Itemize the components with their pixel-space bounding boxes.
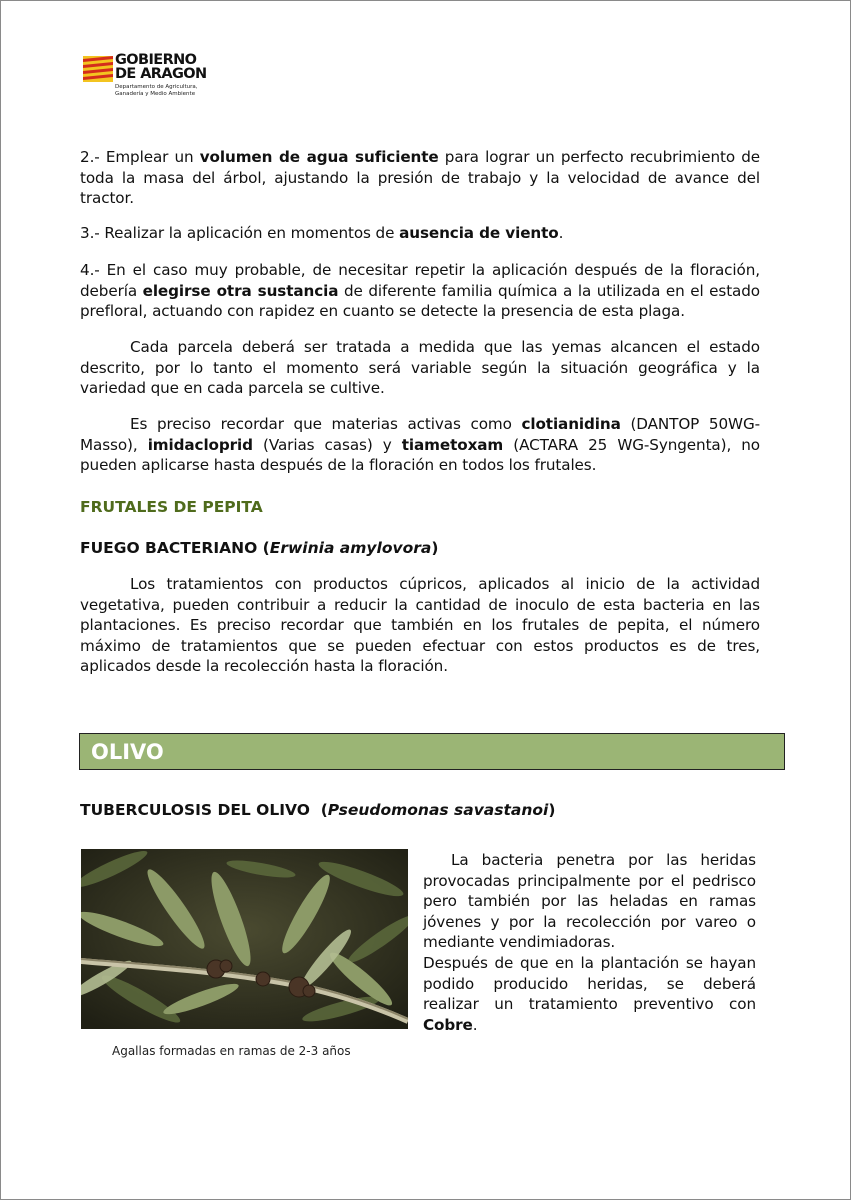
item-3-paragraph xyxy=(80,223,760,244)
tuberculosis-text-1: La bacteria penetra por las heridas provocadas principalmente por el pedrisco pero también por las heladas en ramas jóvenes y por la recolección por vareo o mediante vendimiadoras. xyxy=(423,851,756,952)
olive-branch-illustration xyxy=(81,849,408,1029)
subheading-fuego-text: FUEGO BACTERIANO ( xyxy=(80,539,270,557)
materias-text-3: (Varias casas) y xyxy=(252,435,402,454)
item-2-paragraph xyxy=(80,147,760,209)
subheading-tuberculosis-olivo xyxy=(80,801,555,819)
logo-name-line1: GOBIERNO xyxy=(115,52,197,68)
logo-name xyxy=(115,53,207,81)
logo-name-line2: DE ARAGON xyxy=(115,66,207,82)
item-4-bold: elegirse otra sustancia xyxy=(142,281,339,300)
item-3-text: 3.- Realizar la aplicación en momentos de xyxy=(80,224,400,242)
tuberculosis-text-2 xyxy=(423,953,756,1035)
item-2-bold: volumen de agua suficiente xyxy=(199,148,439,166)
subheading-fuego-bacteriano xyxy=(80,539,438,557)
item-2-text: 2.- Emplear un xyxy=(80,148,200,166)
subheading-fuego-close: ) xyxy=(431,539,439,557)
section-heading-frutales-pepita: FRUTALES DE PEPITA xyxy=(80,498,263,516)
item-4-text-end: de diferente familia química a la utilizada en el estado prefloral, actuando con rapidez en cuanto se detecte la presencia de esta plaga. xyxy=(80,281,760,321)
parcela-paragraph: Cada parcela deberá ser tratada a medida que las yemas alcancen el estado descrito, por lo tanto el momento será variable según la situación geográfica y la variedad que en cada parcela se cultive. xyxy=(80,338,760,398)
photo-caption: Agallas formadas en ramas de 2-3 años xyxy=(112,1044,351,1058)
logo-sub-line2: Ganadería y Medio Ambiente xyxy=(115,90,196,97)
subheading-fuego-italic: Erwinia amylovora xyxy=(269,539,432,557)
item-4-paragraph xyxy=(80,260,760,322)
olivo-banner-title: OLIVO xyxy=(91,740,164,764)
materias-text-2: (DANTOP 50WG-Masso), xyxy=(80,415,760,454)
item-3-text-end: . xyxy=(558,224,564,242)
item-3-bold: ausencia de viento xyxy=(399,224,559,242)
materias-bold-2: imidacloprid xyxy=(147,435,253,454)
aragon-flag-icon xyxy=(83,56,113,82)
materias-bold-3: tiametoxam xyxy=(401,435,504,454)
item-2-text-end: para lograr un perfecto recubrimiento de toda la masa del árbol, ajustando la presión de trabajo y la velocidad de avance del tractor. xyxy=(80,148,760,208)
subheading-tuberculosis-close: ) xyxy=(548,801,556,819)
subheading-tuberculosis-italic: Pseudomonas savastanoi xyxy=(327,801,549,819)
fuego-bacteriano-paragraph: Los tratamientos con productos cúpricos, aplicados al inicio de la actividad vegetativa, pueden contribuir a reducir la cantidad de inoculo de esta bacteria en las plantaciones. Es preciso recordar que también en los frutales de pepita, el número máximo de tratamientos que se pueden efectuar con estos productos es de tres, aplicados desde la recolección hasta la floración. xyxy=(80,575,760,676)
materias-bold-1: clotianidina xyxy=(521,415,621,433)
materias-activas-paragraph xyxy=(80,414,760,476)
tuberculosis-text-2-body: Después de que en la plantación se hayan podido producido heridas, se deberá realizar un tratamiento preventivo con xyxy=(423,953,756,1014)
logo-sub-line1: Departamento de Agricultura, xyxy=(115,84,198,90)
tuberculosis-text-2-end: . xyxy=(472,1015,478,1034)
gobierno-aragon-logo xyxy=(81,51,221,105)
olive-branch-galls-photo xyxy=(81,849,408,1029)
olivo-banner xyxy=(79,733,785,770)
tuberculosis-text-2-bold: Cobre xyxy=(423,1015,473,1034)
logo-subtitle xyxy=(115,84,198,97)
subheading-tuberculosis-text: TUBERCULOSIS DEL OLIVO ( xyxy=(80,801,328,819)
materias-text-1: Es preciso recordar que materias activas como xyxy=(130,415,522,433)
materias-text-4: (ACTARA 25 WG-Syngenta), no pueden aplicarse hasta después de la floración en todos los frutales. xyxy=(80,435,760,475)
tuberculosis-description xyxy=(423,850,756,1035)
item-4-text: 4.- En el caso muy probable, de necesitar repetir la aplicación después de la floración, debería xyxy=(80,261,760,300)
